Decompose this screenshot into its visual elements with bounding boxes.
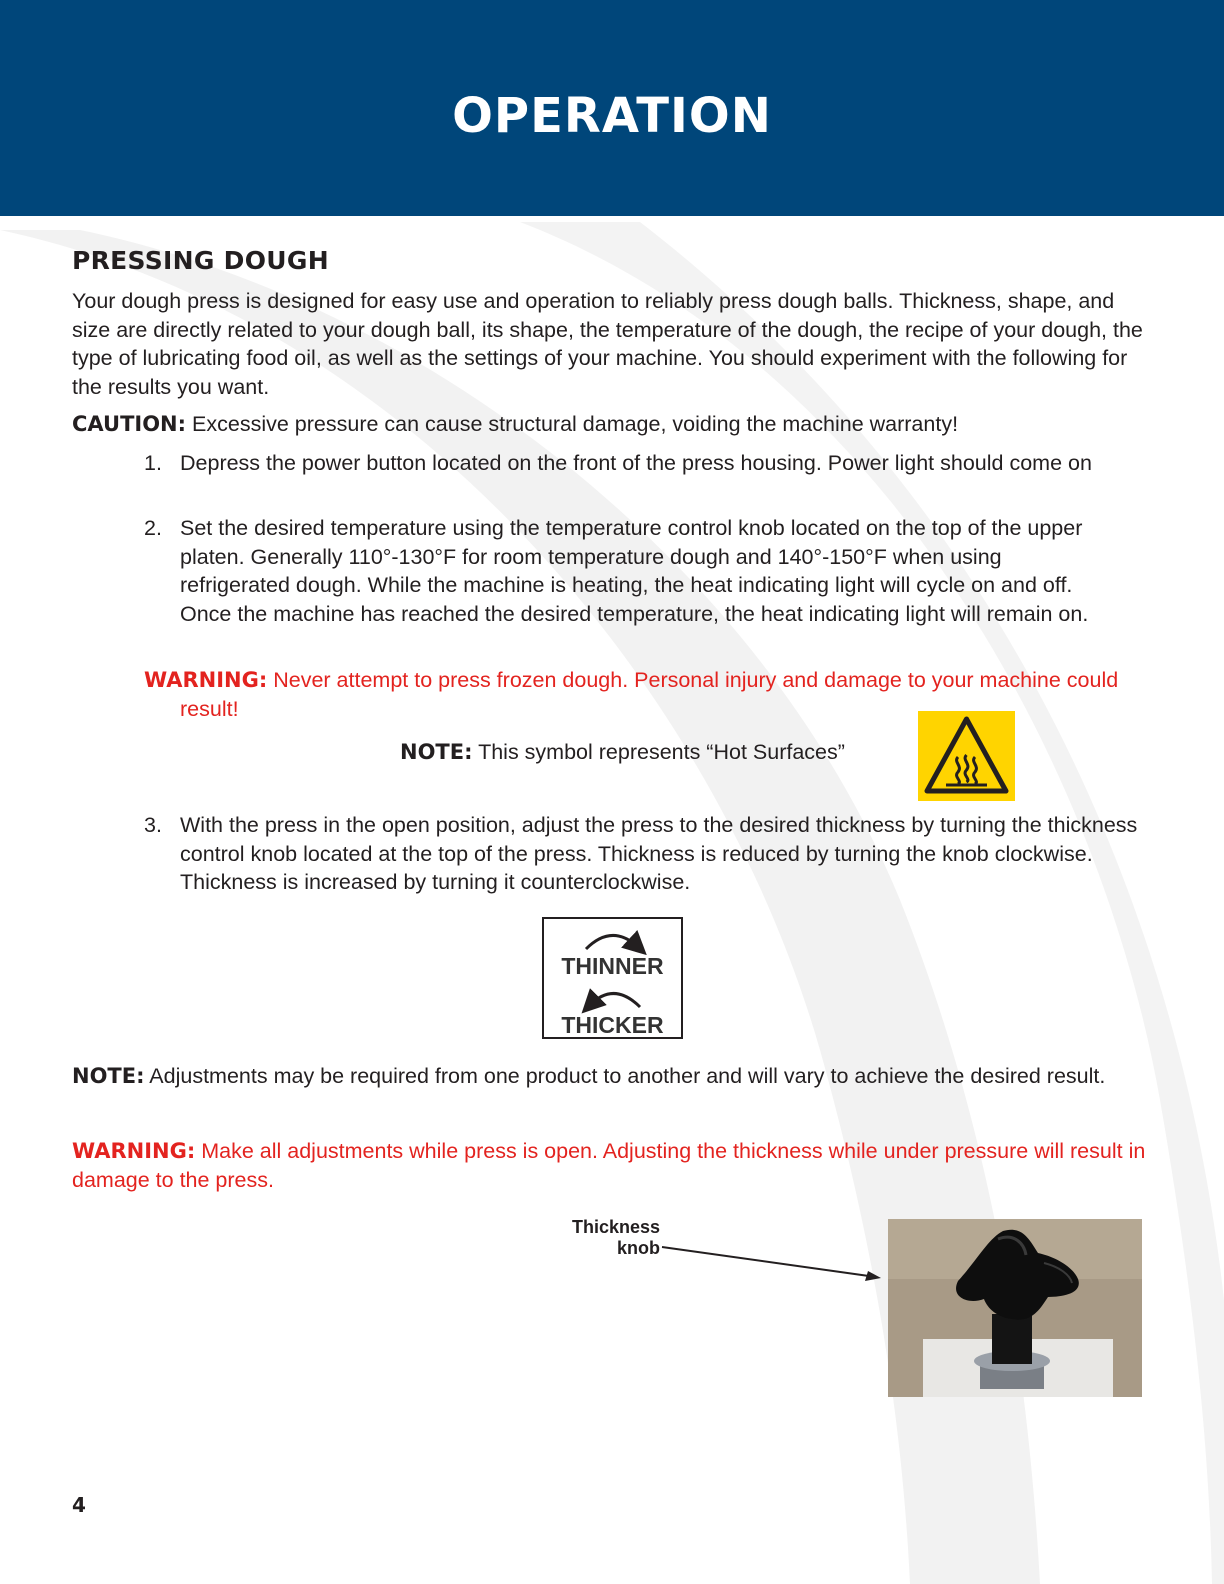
intro-paragraph: Your dough press is designed for easy use and operation to reliably press dough balls. Thickness, shape, and size are directly related to your dough ball, its shape, the temperature of the dough, the recipe of your dough, the type of lubricating food oil, as well as the settings of your machine. You should experiment with the following for the results you want. [72, 289, 1143, 399]
warning-label: WARNING: [144, 668, 268, 692]
callout-arrow-icon [660, 1240, 890, 1285]
hot-surface-icon [918, 711, 1015, 801]
caution-label: CAUTION: [72, 412, 187, 436]
page-title: OPERATION [452, 88, 772, 144]
note-text: This symbol represents “Hot Surfaces” [478, 740, 845, 764]
thickness-dial-diagram [542, 917, 683, 1039]
thickness-knob-callout [520, 1217, 660, 1259]
page-number: 4 [72, 1493, 86, 1517]
warning-adjustments [72, 1137, 1147, 1194]
step-3-number: 3. [144, 813, 162, 837]
caution-paragraph [72, 410, 1147, 439]
step-2-number: 2. [144, 516, 162, 540]
note-label: NOTE: [72, 1064, 145, 1088]
thinner-label: THINNER [561, 953, 664, 979]
note-label: NOTE: [400, 740, 473, 764]
callout-line-1: Thickness [571, 1217, 660, 1237]
step-1-text: Depress the power button located on the front of the press housing. Power light should come on [180, 451, 1092, 475]
warning-label: WARNING: [72, 1139, 196, 1163]
caution-text: Excessive pressure can cause structural damage, voiding the machine warranty! [192, 412, 959, 436]
callout-line-2: knob [617, 1238, 660, 1258]
hot-surface-note [400, 738, 910, 767]
step-3-text: With the press in the open position, adjust the press to the desired thickness by turning the thickness control knob located at the top of the press. Thickness is reduced by turning the knob clockwise. Thickness is increased by turning it counterclockwise. [180, 813, 1138, 894]
warning-text: Never attempt to press frozen dough. Personal injury and damage to your machine could result! [180, 668, 1119, 721]
thicker-label: THICKER [561, 1012, 664, 1038]
adjustment-note [72, 1062, 1147, 1091]
note-text: Adjustments may be required from one product to another and will vary to achieve the desired result. [149, 1064, 1106, 1088]
clockwise-arrow-icon [586, 935, 638, 949]
warning-text: Make all adjustments while press is open. Adjusting the thickness while under pressure will result in damage to the press. [72, 1139, 1146, 1192]
thickness-knob-photo [888, 1219, 1142, 1397]
step-1-number: 1. [144, 451, 162, 475]
step-2-text: Set the desired temperature using the temperature control knob located on the top of the upper platen. Generally 110°-130°F for room temperature dough and 140°-150°F when using refrigerated dough. While the machine is heating, the heat indicating light will cycle on and off. Once the machine has reached the desired temperature, the heat indicating light will remain on. [180, 516, 1089, 626]
counterclockwise-arrow-icon [590, 993, 640, 1007]
section-title: PRESSING DOUGH [72, 246, 329, 275]
